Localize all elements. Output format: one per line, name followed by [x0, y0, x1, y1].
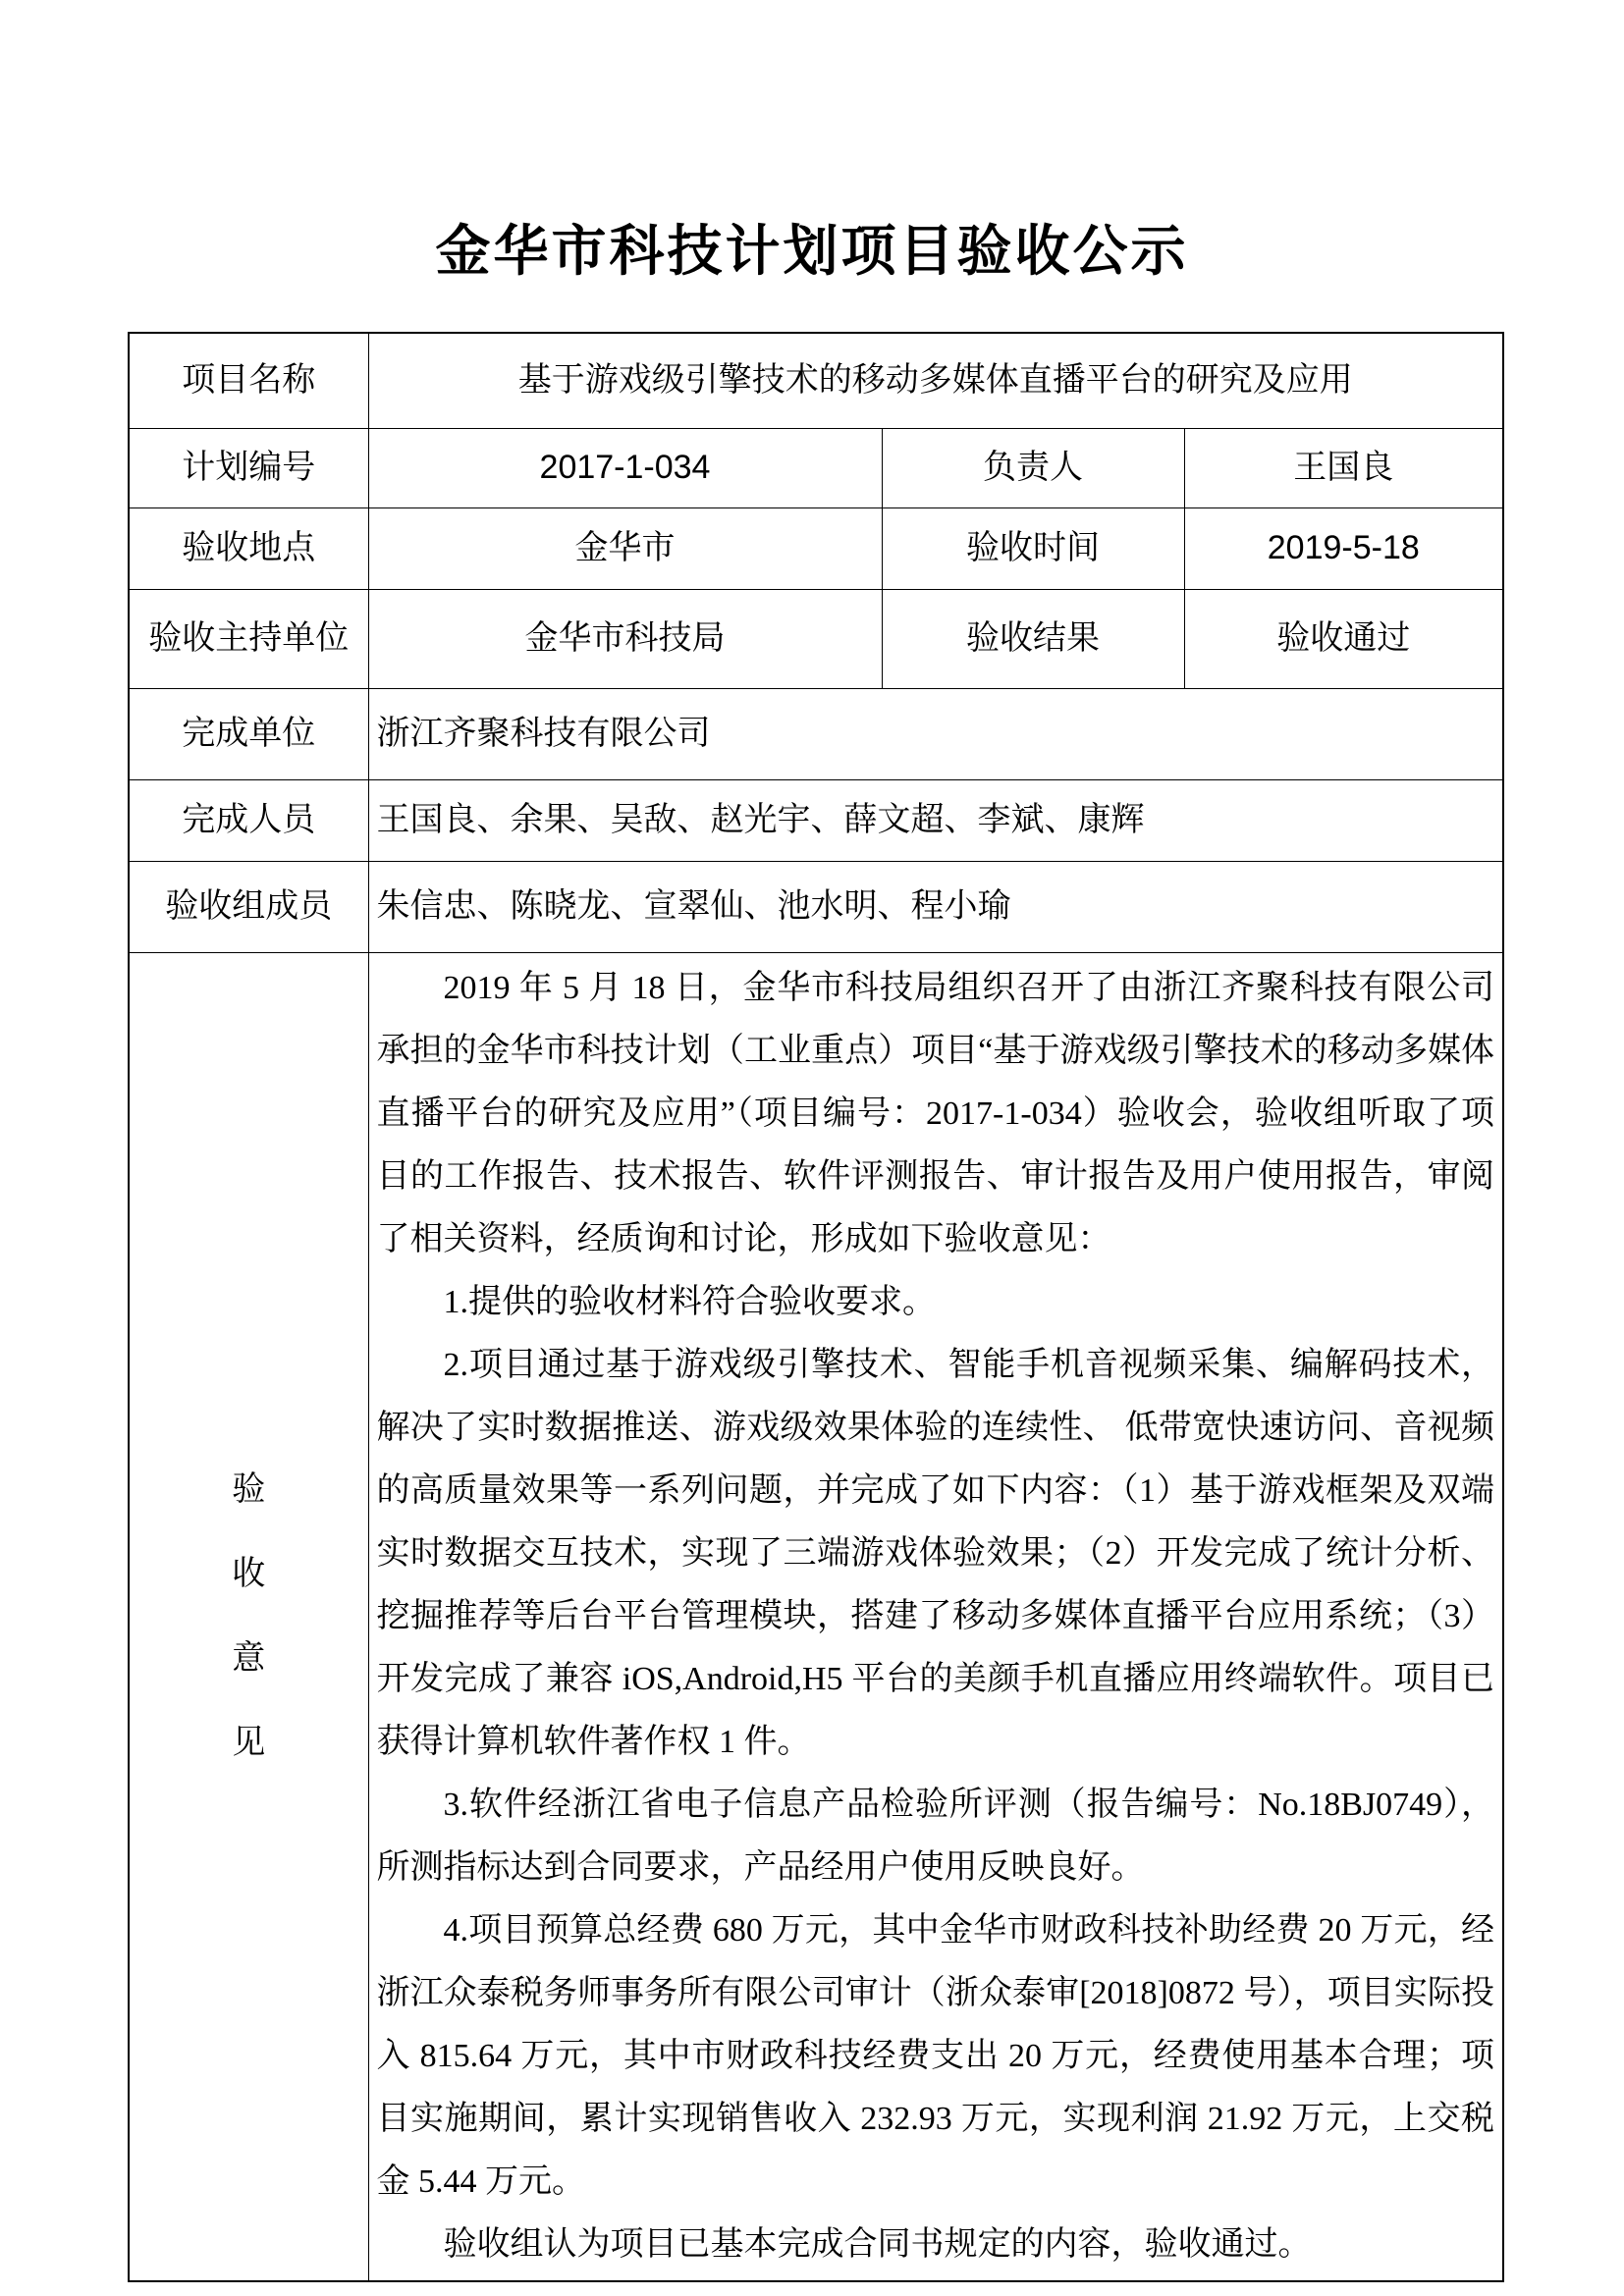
opinion-body	[368, 953, 1503, 2282]
row-completion-unit	[129, 689, 1503, 780]
location-value: 金华市	[368, 508, 882, 590]
opinion-label-char-4: 见	[232, 1725, 266, 1761]
opinion-paragraph-2: 1.提供的验收材料符合验收要求。	[443, 1284, 936, 1320]
opinion-label	[129, 953, 368, 2282]
row-acceptance-group	[129, 862, 1503, 953]
time-value: 2019-5-18	[1184, 508, 1503, 590]
opinion-label-char-3: 意	[232, 1640, 266, 1677]
opinion-paragraph-1: 2019 年 5 月 18 日，金华市科技局组织召开了由浙江齐聚科技有限公司承担的金华市科技计划（工业重点）项目“基于游戏级引擎技术的移动多媒体直播平台的研究及应用”（项目编号：2017-1-034）验收会，验收组听取了项目的工作报告、技术报告、软件评测报告、审计报告及用户使用报告，审阅了相关资料，经质询和讨论，形成如下验收意见：	[376, 970, 1495, 1257]
row-project-name	[129, 333, 1503, 429]
page-title: 金华市科技计划项目验收公示	[435, 222, 1189, 283]
opinion-paragraph-3: 2.项目通过基于游戏级引擎技术、智能手机音视频采集、编解码技术，解决了实时数据推送、游戏级效果体验的连续性、 低带宽快速访问、音视频的高质量效果等一系列问题，并完成了如下内容：（1）基于游戏框架及双端实时数据交互技术，实现了三端游戏体验效果；（2）开发完成了统计分析、挖掘推荐等后台平台管理模块，搭建了移动多媒体直播平台应用系统；（3）开发完成了兼容 iOS,Android,H5 平台的美颜手机直播应用终端软件。项目已获得计算机软件著作权 1 件。	[376, 1347, 1495, 1760]
leader-value: 王国良	[1184, 429, 1503, 508]
row-acceptance-location	[129, 508, 1503, 590]
row-plan-number	[129, 429, 1503, 508]
acceptance-group-label: 验收组成员	[129, 862, 368, 953]
completion-unit-value: 浙江齐聚科技有限公司	[368, 689, 1503, 780]
project-name-value: 基于游戏级引擎技术的移动多媒体直播平台的研究及应用	[368, 333, 1503, 429]
row-host-unit	[129, 590, 1503, 689]
leader-label: 负责人	[882, 429, 1184, 508]
opinion-paragraph-5: 4.项目预算总经费 680 万元，其中金华市财政科技补助经费 20 万元，经浙江众泰税务师事务所有限公司审计（浙众泰审[2018]0872 号），项目实际投入 815.64 万元，其中市财政科技经费支出 20 万元，经费使用基本合理；项目实施期间，累计实现销售收入 232.93 万元，实现利润 21.92 万元，上交税金 5.44 万元。	[376, 1912, 1495, 2200]
plan-number-label: 计划编号	[129, 429, 368, 508]
location-label: 验收地点	[129, 508, 368, 590]
project-name-label: 项目名称	[129, 333, 368, 429]
acceptance-table	[128, 332, 1504, 2282]
opinion-paragraph-6: 验收组认为项目已基本完成合同书规定的内容，验收通过。	[443, 2226, 1312, 2263]
host-unit-label: 验收主持单位	[129, 590, 368, 689]
completion-unit-label: 完成单位	[129, 689, 368, 780]
plan-number-value: 2017-1-034	[368, 429, 882, 508]
host-unit-value: 金华市科技局	[368, 590, 882, 689]
completion-staff-label: 完成人员	[129, 780, 368, 862]
acceptance-group-value: 朱信忠、陈晓龙、宣翠仙、池水明、程小瑜	[368, 862, 1503, 953]
opinion-paragraph-4: 3.软件经浙江省电子信息产品检验所评测（报告编号：No.18BJ0749），所测指标达到合同要求，产品经用户使用反映良好。	[376, 1787, 1495, 1886]
result-value: 验收通过	[1184, 590, 1503, 689]
opinion-label-char-2: 收	[232, 1556, 266, 1592]
completion-staff-value: 王国良、余果、吴敌、赵光宇、薛文超、李斌、康辉	[368, 780, 1503, 862]
time-label: 验收时间	[882, 508, 1184, 590]
result-label: 验收结果	[882, 590, 1184, 689]
opinion-label-char-1: 验	[232, 1471, 266, 1508]
row-acceptance-opinion	[129, 953, 1503, 2282]
row-completion-staff	[129, 780, 1503, 862]
